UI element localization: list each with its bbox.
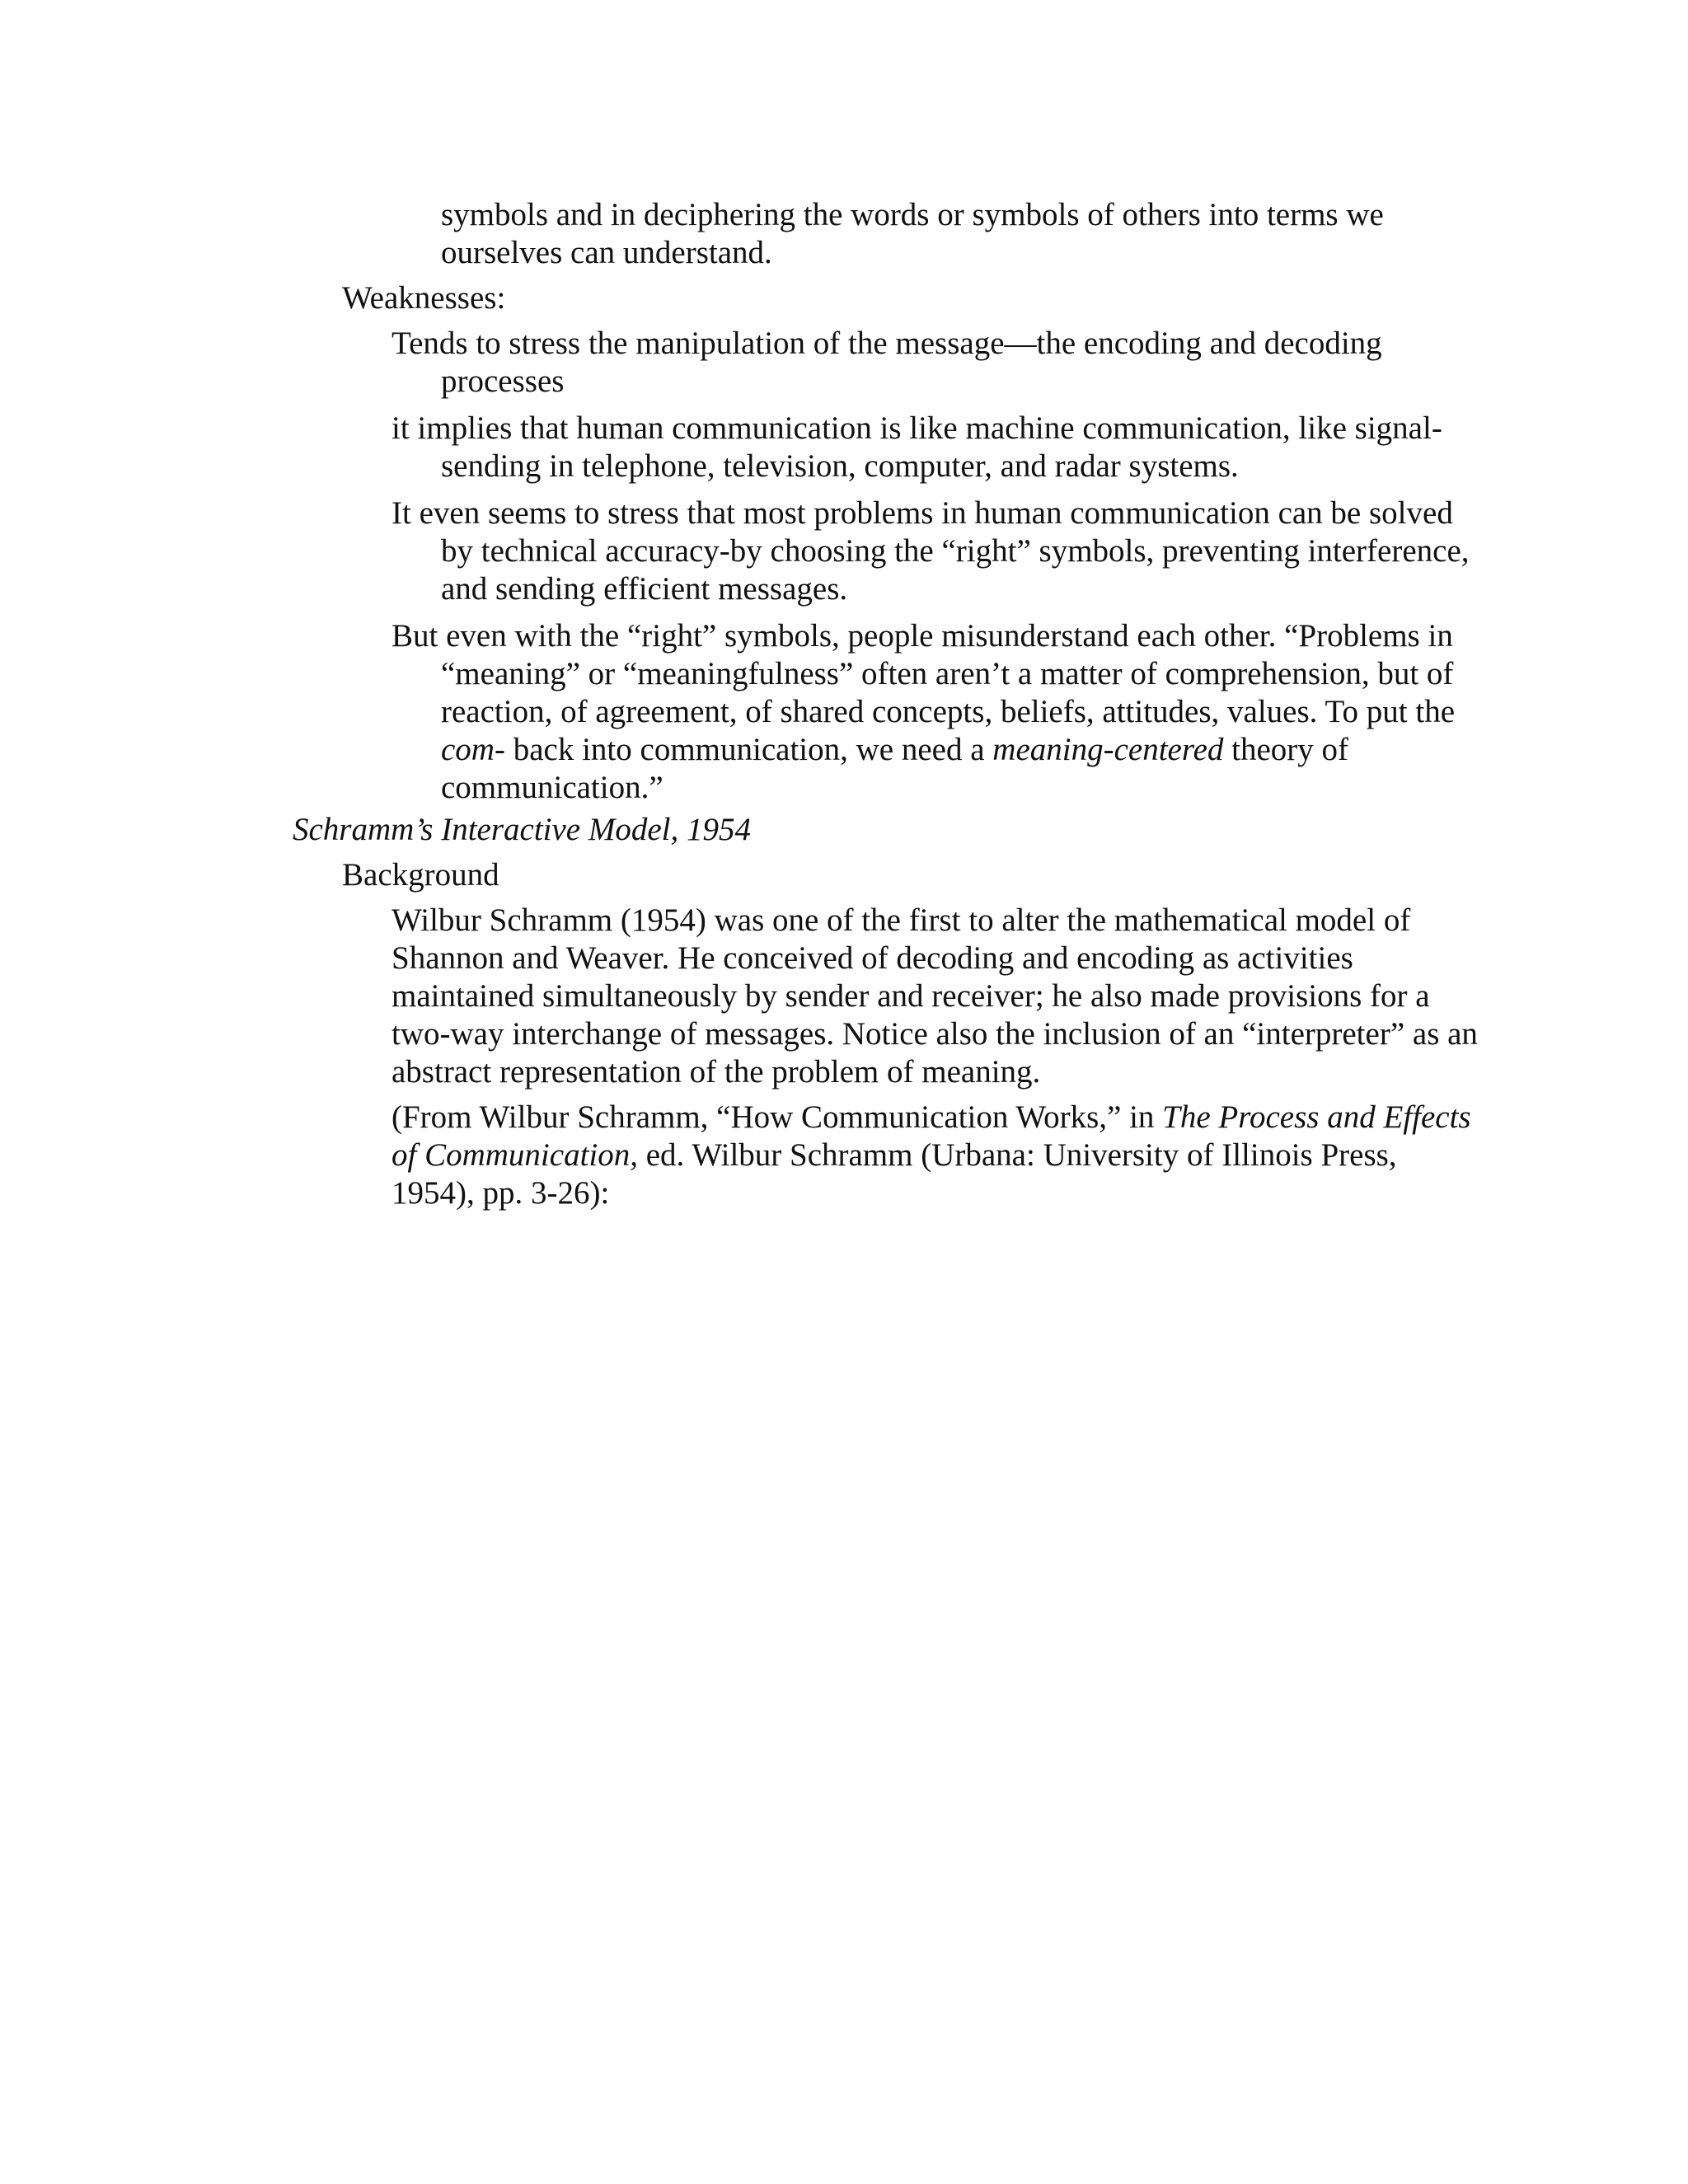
- weaknesses-label: Weaknesses:: [342, 280, 506, 316]
- weakness-item-2: it implies that human communication is like machine communication, like signal-sending in telephone, television, computer, and radar systems.: [392, 410, 1442, 484]
- weakness-item-4: [392, 617, 1488, 807]
- weakness-item-4-part1: But even with the “right” symbols, people misunderstand each other. “Problems in “meaning” or “meaningfulness” often aren’t a matter of comprehension, but of reaction, of agreement, of shared concepts, beliefs, attitudes, values. To put the: [392, 618, 1456, 729]
- weakness-item-4-emphasis-com: com-: [441, 732, 505, 767]
- background-paragraph: Wilbur Schramm (1954) was one of the first to alter the mathematical model of Shannon and Weaver. He conceived of decoding and encoding as activities maintained simultaneously by sender and receiver; he also made provisions for a two-way interchange of messages. Notice also the inclusion of an “interpreter” as an abstract representation of the problem of meaning.: [392, 902, 1478, 1090]
- citation-part1: (From Wilbur Schramm, “How Communication Works,” in: [392, 1099, 1163, 1135]
- citation-paragraph: [392, 1099, 1479, 1212]
- citation-book-title: The Process and Effects of Communication,: [392, 1099, 1471, 1173]
- continuation-text: symbols and in deciphering the words or symbols of others into terms we ourselves can understand.: [441, 197, 1384, 270]
- weakness-item-4-part2: back into communication, we need a: [504, 732, 993, 767]
- weakness-item-1: Tends to stress the manipulation of the message—the encoding and decoding processes: [392, 326, 1382, 399]
- weakness-item-4-part3: theory of communication.”: [441, 732, 1349, 805]
- weakness-item-3: It even seems to stress that most problems in human communication can be solved by technical accuracy-by choosing the “right” symbols, preventing interference, and sending efficient messages.: [392, 495, 1470, 607]
- citation-part2: ed. Wilbur Schramm (Urbana: University of Illinois Press, 1954), pp. 3-26):: [392, 1137, 1397, 1211]
- background-label: Background: [342, 857, 499, 893]
- weakness-item-4-emphasis-meaning-centered: meaning-centered: [992, 732, 1224, 767]
- section-title: Schramm’s Interactive Model, 1954: [293, 812, 751, 847]
